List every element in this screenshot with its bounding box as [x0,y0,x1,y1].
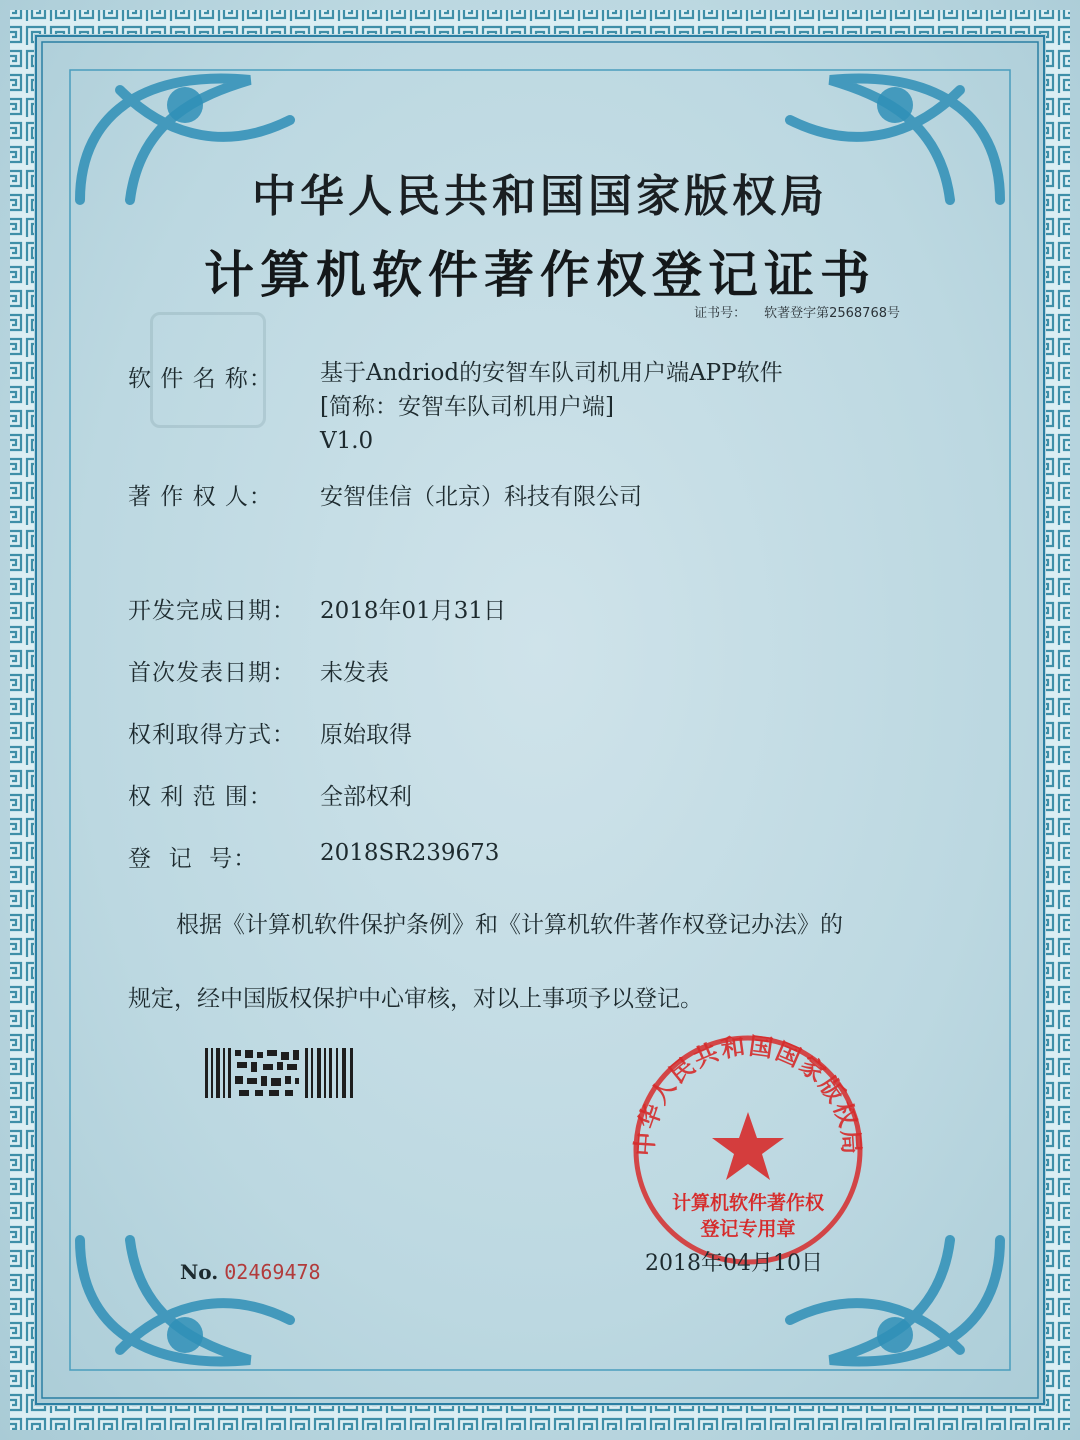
field-software-name [128,360,783,458]
legal-line-1: 根据《计算机软件保护条例》和《计算机软件著作权登记办法》的 [176,912,843,938]
field-value-group [320,356,783,458]
field-owner [128,478,642,511]
barcode-image [205,1048,355,1098]
serial-number [180,1260,321,1284]
field-label: 开发完成日期： [128,598,296,624]
legal-line-2: 规定，经中国版权保护中心审核，对以上事项予以登记。 [128,986,703,1012]
field-first-publish-date [128,654,389,687]
rights-scope-value: 全部权利 [320,784,412,810]
field-acquisition-method [128,716,412,749]
legal-statement [128,888,958,1036]
issuer-title: 中华人民共和国国家版权局 [252,171,828,222]
acquisition-method-value: 原始取得 [320,722,412,748]
software-version: V1.0 [320,428,374,454]
field-label: 软 件 名 称： [128,366,273,392]
field-label: 著 作 权 人： [128,484,273,510]
seal-inner-line-2: 登记专用章 [700,1218,796,1240]
field-label: 权 利 范 围： [128,784,273,810]
certificate-number [694,302,900,321]
software-name-value: 基于Andriod的安智车队司机用户端APP软件 [320,360,783,386]
seal-ring-text: 中华人民共和国国家版权局 [630,1031,866,1157]
certificate-number-label: 证书号： [694,306,747,321]
field-registration-number [128,840,499,873]
certificate-title: 计算机软件著作权登记证书 [204,246,876,304]
registration-number-value: 2018SR239673 [320,840,500,866]
certificate-number-value: 软著登字第2568768号 [764,306,900,321]
serial-label: No. [180,1260,219,1284]
issue-date: 2018年04月10日 [645,1251,823,1276]
seal-star-icon [712,1112,784,1180]
field-completion-date [128,592,506,625]
owner-value: 安智佳信（北京）科技有限公司 [320,484,642,510]
first-publish-date-value: 未发表 [320,660,389,686]
official-seal [628,1030,868,1270]
seal-inner-line-1: 计算机软件著作权 [671,1192,824,1214]
field-label: 权利取得方式： [128,722,296,748]
completion-date-value: 2018年01月31日 [320,598,507,624]
field-label: 首次发表日期： [128,660,296,686]
field-label: 登 记 号： [128,846,258,872]
field-rights-scope [128,778,412,811]
software-short-name: [简称：安智车队司机用户端] [320,394,614,420]
serial-value: 02469478 [224,1260,321,1284]
